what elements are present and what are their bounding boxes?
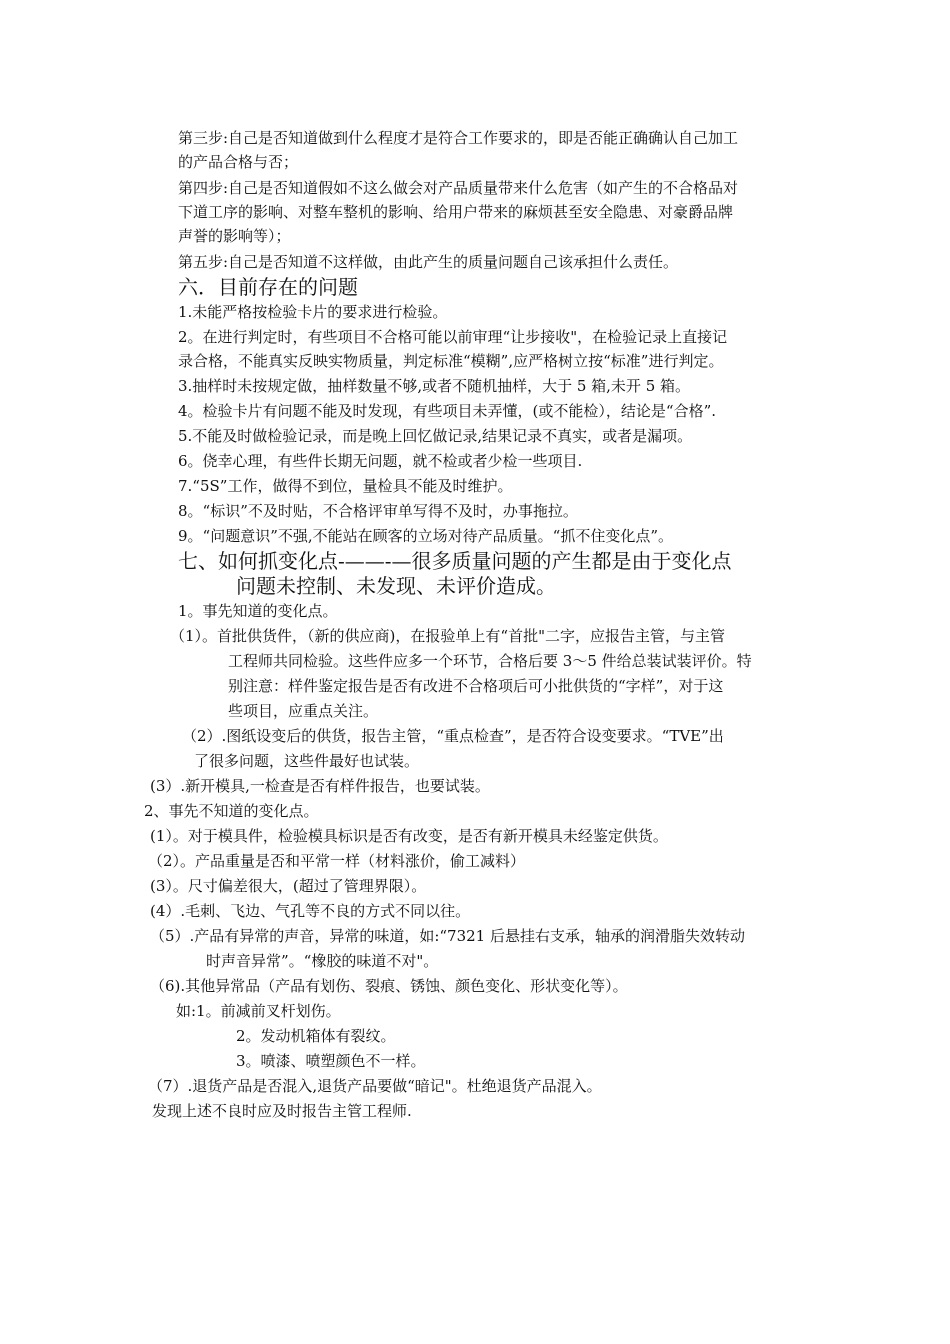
section6-item4: 4。检验卡片有问题不能及时发现，有些项目未弄懂，(或不能检），结论是“合格”. (178, 402, 717, 420)
section7-p1-line1: （1）。首批供货件，（新的供应商)，在报验单上有“首批"二字，应报告主管，与主管 (170, 627, 725, 645)
section7-example3: 3。喷漆、喷塑颜色不一样。 (236, 1052, 426, 1070)
section7-q2: （2）。产品重量是否和平常一样（材料涨价，偷工减料） (148, 852, 526, 870)
section6-item5: 5.不能及时做检验记录，而是晚上回忆做记录,结果记录不真实，或者是漏项。 (178, 427, 693, 445)
section6-item9: 9。“问题意识”不强,不能站在顾客的立场对待产品质量。“抓不住变化点”。 (178, 527, 673, 545)
step3-line2: 的产品合格与否； (178, 153, 299, 171)
section7-q4: (4）.毛刺、飞边、气孔等不良的方式不同以往。 (150, 902, 471, 920)
section7-q6: （6).其他异常品（产品有划伤、裂痕、锈蚀、颜色变化、形状变化等）。 (150, 977, 628, 995)
section6-item3: 3.抽样时未按规定做，抽样数量不够,或者不随机抽样，大于 5 箱,未开 5 箱。 (178, 377, 691, 395)
section7-sub1: 1。事先知道的变化点。 (178, 602, 338, 620)
section7-q7: （7）.退货产品是否混入,退货产品要做“暗记"。杜绝退货产品混入。 (148, 1077, 602, 1095)
section6-item2-line2: 录合格，不能真实反映实物质量，判定标准“模糊”,应严格树立按“标准”进行判定。 (178, 352, 724, 370)
section7-p1-line4: 些项目，应重点关注。 (228, 702, 379, 720)
section7-heading-line2: 问题未控制、未发现、未评价造成。 (236, 574, 556, 598)
section6-item6: 6。侥幸心理，有些件长期无问题，就不检或者少检一些项目. (178, 452, 583, 470)
section7-p1-line2: 工程师共同检验。这些件应多一个环节，合格后要 3～5 件给总装试装评价。特 (228, 652, 752, 670)
section7-q5-line1: （5）.产品有异常的声音，异常的味道，如:“7321 后悬挂右支承，轴承的润滑脂失效转动 (150, 927, 745, 945)
step4-line3: 声誉的影响等）； (178, 227, 291, 245)
section7-q3: (3）。尺寸偏差很大，(超过了管理界限）。 (150, 877, 427, 895)
section6-item1: 1.未能严格按检验卡片的要求进行检验。 (178, 303, 448, 321)
section6-item2-line1: 2。在进行判定时，有些项目不合格可能以前审理“让步接收"，在检验记录上直接记 (178, 328, 728, 346)
section7-p1-line3: 别注意：样件鉴定报告是否有改进不合格项后可小批供货的“字样”，对于这 (228, 677, 724, 695)
section6-item8: 8。“标识”不及时贴，不合格评审单写得不及时，办事拖拉。 (178, 502, 578, 520)
step4-line2: 下道工序的影响、对整车整机的影响、给用户带来的麻烦甚至安全隐患、对豪爵品牌 (178, 203, 734, 221)
step4-line1: 第四步:自己是否知道假如不这么做会对产品质量带来什么危害（如产生的不合格品对 (178, 179, 739, 197)
section6-heading: 六．目前存在的问题 (178, 275, 358, 299)
step5-line1: 第五步:自己是否知道不这样做，由此产生的质量问题自己该承担什么责任。 (178, 253, 679, 271)
section7-p3: (3）.新开模具,一检查是否有样件报告，也要试装。 (150, 777, 490, 795)
section7-q5-line2: 时声音异常”。“橡胶的味道不对"。 (206, 952, 439, 970)
section7-heading-line1: 七、如何抓变化点-——-—很多质量问题的产生都是由于变化点 (178, 549, 732, 573)
section7-closing: 发现上述不良时应及时报告主管工程师. (152, 1102, 412, 1120)
section7-example1: 如:1。前减前叉杆划伤。 (176, 1002, 341, 1020)
section7-sub2: 2、事先不知道的变化点。 (144, 802, 319, 820)
section6-item7: 7.“5S”工作，做得不到位，量检具不能及时维护。 (178, 477, 513, 495)
section7-p2-line1: （2）.图纸设变后的供货，报告主管，“重点检查”，是否符合设变要求。“TVE”出 (182, 727, 724, 745)
section7-q1: (1）。对于模具件，检验模具标识是否有改变，是否有新开模具未经鉴定供货。 (150, 827, 668, 845)
section7-p2-line2: 了很多问题，这些件最好也试装。 (194, 752, 420, 770)
section7-example2: 2。发动机箱体有裂纹。 (236, 1027, 396, 1045)
step3-line1: 第三步:自己是否知道做到什么程度才是符合工作要求的，即是否能正确确认自己加工 (178, 129, 739, 147)
